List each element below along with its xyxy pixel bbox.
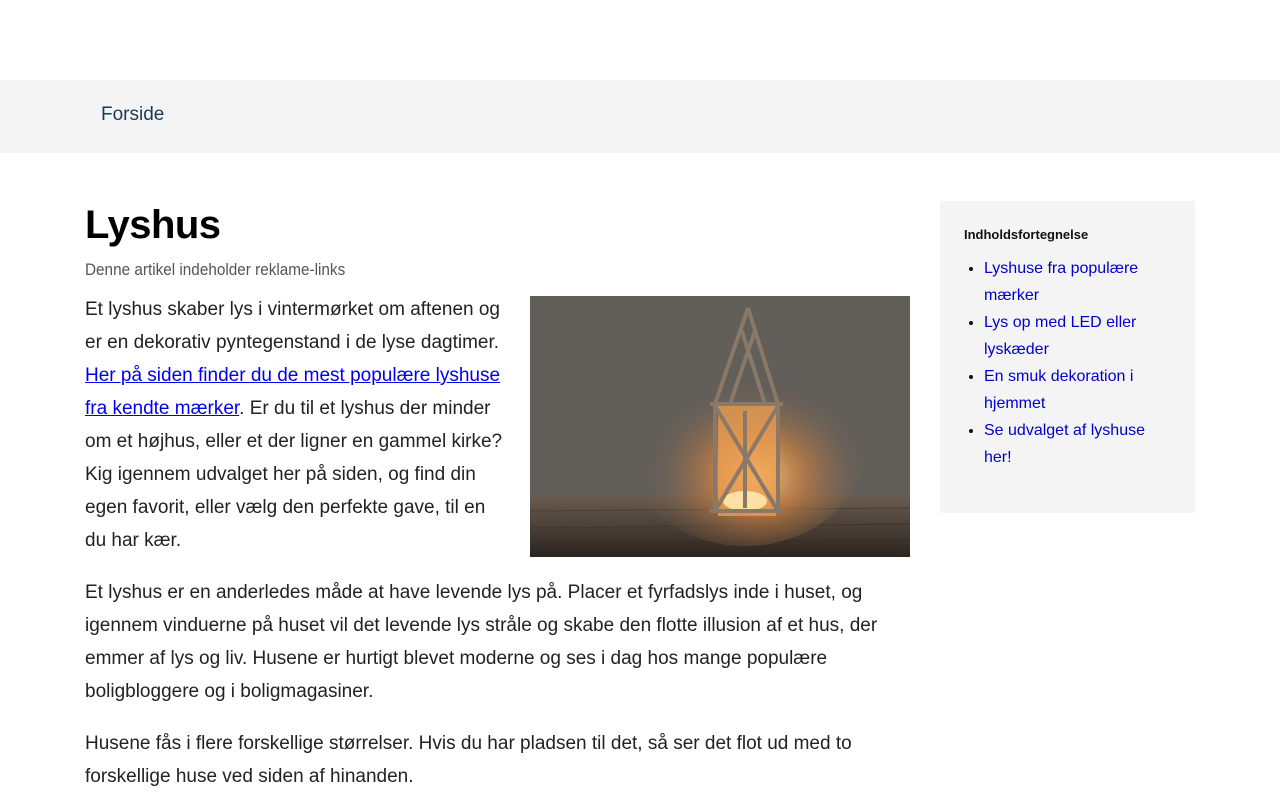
article [85, 201, 910, 557]
paragraph-3: Husene fås i flere forskellige størrelser. Hvis du har pladsen til det, så ser det flot ud med to forskellige huse ved siden af hinanden. [85, 733, 852, 787]
toc-list [964, 255, 1174, 471]
lantern-illustration [530, 296, 910, 557]
lantern-image [530, 296, 910, 557]
affiliate-disclaimer: Denne artikel indeholder reklame-links [85, 260, 346, 279]
popular-lanterns-link[interactable]: Her på siden finder du de mest populære lyshuse fra kendte mærker [85, 365, 501, 419]
intro-text-start: Et lyshus skaber lys i vintermørket om aftenen og er en dekorativ pyntegenstand i de lyse dagtimer. [85, 299, 500, 353]
paragraph-2: Et lyshus er en anderledes måde at have levende lys på. Placer et fyrfadslys inde i huset, og igennem vinduerne på huset vil det levende lys stråle og skabe den flotte illusion af et hus, der emmer af lys og liv. Husene er hurtigt blevet moderne og ses i dag hos mange populære boligbloggere og i boligmagasiner. [85, 582, 878, 702]
toc-item [984, 417, 1174, 471]
toc-link-decoration[interactable]: En smuk dekoration i hjemmet [984, 368, 1134, 412]
toc-link-see-selection[interactable]: Se udvalget af lyshuse her! [984, 422, 1145, 466]
table-of-contents [940, 201, 1195, 513]
header-spacer [0, 0, 1280, 80]
page-title: Lyshus [85, 203, 221, 247]
intro-text-end: . Er du til et lyshus der minder om et højhus, eller et der ligner en gammel kirke? Kig igennem udvalget her på siden, og find din egen favorit, eller vælg den perfekte gave, til en du har kær. [85, 398, 503, 551]
main-navigation [0, 80, 1280, 153]
intro-paragraph [85, 293, 505, 557]
toc-item [984, 363, 1174, 417]
toc-link-popular-brands[interactable]: Lyshuse fra populære mærker [984, 260, 1139, 304]
toc-item [984, 255, 1174, 309]
toc-link-led[interactable]: Lys op med LED eller lyskæder [984, 314, 1137, 358]
toc-item [984, 309, 1174, 363]
toc-title: Indholdsfortegnelse [964, 227, 1089, 242]
nav-link-home[interactable]: Forside [101, 104, 165, 125]
